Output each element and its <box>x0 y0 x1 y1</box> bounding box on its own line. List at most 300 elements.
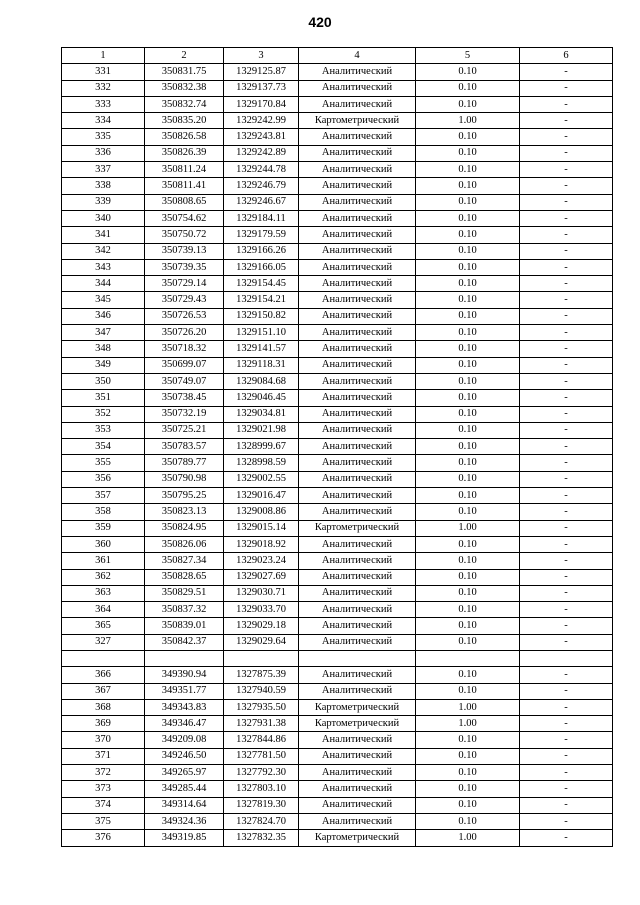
table-row <box>62 504 613 520</box>
y-coordinate-cell: 1329246.67 <box>224 194 299 210</box>
y-coordinate-cell: 1329244.78 <box>224 162 299 178</box>
y-coordinate-cell: 1329118.31 <box>224 357 299 373</box>
note-cell: - <box>520 455 613 471</box>
point-number-cell: 337 <box>62 162 145 178</box>
table-row <box>62 699 613 715</box>
table-row <box>62 292 613 308</box>
accuracy-cell: 0.10 <box>416 732 520 748</box>
x-coordinate-cell: 350739.13 <box>145 243 224 259</box>
method-cell: Аналитический <box>299 80 416 96</box>
note-cell: - <box>520 80 613 96</box>
accuracy-cell: 0.10 <box>416 553 520 569</box>
y-coordinate-cell: 1327875.39 <box>224 667 299 683</box>
point-number-cell: 353 <box>62 422 145 438</box>
accuracy-cell: 0.10 <box>416 162 520 178</box>
note-cell: - <box>520 781 613 797</box>
table-header-row <box>62 48 613 64</box>
note-cell: - <box>520 699 613 715</box>
accuracy-cell: 0.10 <box>416 569 520 585</box>
method-cell: Аналитический <box>299 439 416 455</box>
method-cell: Аналитический <box>299 178 416 194</box>
point-number-cell: 336 <box>62 145 145 161</box>
accuracy-cell: 0.10 <box>416 471 520 487</box>
x-coordinate-cell: 350699.07 <box>145 357 224 373</box>
point-number-cell: 368 <box>62 699 145 715</box>
x-coordinate-cell: 350828.65 <box>145 569 224 585</box>
note-cell: - <box>520 64 613 80</box>
y-coordinate-cell: 1328999.67 <box>224 439 299 455</box>
y-coordinate-cell: 1327824.70 <box>224 813 299 829</box>
table-row <box>62 276 613 292</box>
table-row <box>62 64 613 80</box>
x-coordinate-cell: 350726.20 <box>145 325 224 341</box>
x-coordinate-cell: 349265.97 <box>145 765 224 781</box>
table-row <box>62 732 613 748</box>
y-coordinate-cell: 1329015.14 <box>224 520 299 536</box>
point-number-cell: 359 <box>62 520 145 536</box>
method-cell: Картометрический <box>299 520 416 536</box>
note-cell: - <box>520 178 613 194</box>
table-row <box>62 113 613 129</box>
table-row <box>62 194 613 210</box>
point-number-cell: 332 <box>62 80 145 96</box>
point-number-cell: 373 <box>62 781 145 797</box>
y-coordinate-cell: 1329137.73 <box>224 80 299 96</box>
y-coordinate-cell: 1327819.30 <box>224 797 299 813</box>
method-cell: Аналитический <box>299 194 416 210</box>
point-number-cell: 372 <box>62 765 145 781</box>
x-coordinate-cell: 350749.07 <box>145 373 224 389</box>
method-cell: Аналитический <box>299 732 416 748</box>
method-cell: Аналитический <box>299 259 416 275</box>
x-coordinate-cell: 350729.14 <box>145 276 224 292</box>
table-row <box>62 162 613 178</box>
accuracy-cell: 0.10 <box>416 243 520 259</box>
method-cell: Картометрический <box>299 699 416 715</box>
x-coordinate-cell: 350783.57 <box>145 439 224 455</box>
x-coordinate-cell: 350831.75 <box>145 64 224 80</box>
accuracy-cell: 0.10 <box>416 178 520 194</box>
accuracy-cell: 1.00 <box>416 113 520 129</box>
x-coordinate-cell: 350738.45 <box>145 390 224 406</box>
point-number-cell: 364 <box>62 602 145 618</box>
note-cell: - <box>520 145 613 161</box>
method-cell: Аналитический <box>299 341 416 357</box>
y-coordinate-cell: 1329029.18 <box>224 618 299 634</box>
y-coordinate-cell: 1329151.10 <box>224 325 299 341</box>
method-cell: Аналитический <box>299 585 416 601</box>
accuracy-cell: 0.10 <box>416 194 520 210</box>
method-cell: Аналитический <box>299 813 416 829</box>
y-coordinate-cell: 1327940.59 <box>224 683 299 699</box>
x-coordinate-cell: 350726.53 <box>145 308 224 324</box>
table-row <box>62 488 613 504</box>
table-row <box>62 145 613 161</box>
point-number-cell: 335 <box>62 129 145 145</box>
point-number-cell: 361 <box>62 553 145 569</box>
note-cell: - <box>520 308 613 324</box>
table-row <box>62 80 613 96</box>
accuracy-cell: 0.10 <box>416 455 520 471</box>
point-number-cell: 362 <box>62 569 145 585</box>
table-row <box>62 797 613 813</box>
method-cell: Аналитический <box>299 145 416 161</box>
x-coordinate-cell: 350790.98 <box>145 471 224 487</box>
note-cell: - <box>520 259 613 275</box>
note-cell: - <box>520 243 613 259</box>
method-cell: Аналитический <box>299 683 416 699</box>
note-cell <box>520 650 613 666</box>
x-coordinate-cell: 350739.35 <box>145 259 224 275</box>
x-coordinate-cell: 350754.62 <box>145 210 224 226</box>
table-row <box>62 422 613 438</box>
y-coordinate-cell: 1329125.87 <box>224 64 299 80</box>
accuracy-cell: 1.00 <box>416 699 520 715</box>
table-row <box>62 390 613 406</box>
method-cell: Аналитический <box>299 276 416 292</box>
method-cell: Аналитический <box>299 96 416 112</box>
x-coordinate-cell: 350795.25 <box>145 488 224 504</box>
y-coordinate-cell: 1329170.84 <box>224 96 299 112</box>
y-coordinate-cell: 1327935.50 <box>224 699 299 715</box>
table-row <box>62 439 613 455</box>
note-cell: - <box>520 162 613 178</box>
note-cell: - <box>520 520 613 536</box>
y-coordinate-cell: 1327844.86 <box>224 732 299 748</box>
accuracy-cell: 0.10 <box>416 602 520 618</box>
accuracy-cell: 0.10 <box>416 585 520 601</box>
y-coordinate-cell: 1329154.21 <box>224 292 299 308</box>
note-cell: - <box>520 390 613 406</box>
method-cell: Аналитический <box>299 748 416 764</box>
note-cell: - <box>520 325 613 341</box>
x-coordinate-cell: 349209.08 <box>145 732 224 748</box>
point-number-cell: 347 <box>62 325 145 341</box>
note-cell: - <box>520 227 613 243</box>
accuracy-cell: 0.10 <box>416 634 520 650</box>
point-number-cell: 360 <box>62 536 145 552</box>
point-number-cell: 367 <box>62 683 145 699</box>
method-cell: Аналитический <box>299 64 416 80</box>
x-coordinate-cell: 350842.37 <box>145 634 224 650</box>
method-cell: Аналитический <box>299 308 416 324</box>
note-cell: - <box>520 797 613 813</box>
method-cell: Аналитический <box>299 797 416 813</box>
point-number-cell: 354 <box>62 439 145 455</box>
accuracy-cell: 0.10 <box>416 683 520 699</box>
point-number-cell: 348 <box>62 341 145 357</box>
y-coordinate-cell: 1329008.86 <box>224 504 299 520</box>
y-coordinate-cell: 1329141.57 <box>224 341 299 357</box>
table-row <box>62 765 613 781</box>
point-number-cell: 357 <box>62 488 145 504</box>
point-number-cell: 370 <box>62 732 145 748</box>
method-cell: Аналитический <box>299 504 416 520</box>
method-cell: Аналитический <box>299 325 416 341</box>
point-number-cell: 333 <box>62 96 145 112</box>
y-coordinate-cell: 1329030.71 <box>224 585 299 601</box>
x-coordinate-cell: 350729.43 <box>145 292 224 308</box>
x-coordinate-cell: 349346.47 <box>145 716 224 732</box>
accuracy-cell: 1.00 <box>416 830 520 846</box>
y-coordinate-cell: 1329021.98 <box>224 422 299 438</box>
x-coordinate-cell: 350832.38 <box>145 80 224 96</box>
accuracy-cell: 0.10 <box>416 129 520 145</box>
note-cell: - <box>520 683 613 699</box>
note-cell: - <box>520 406 613 422</box>
accuracy-cell: 1.00 <box>416 520 520 536</box>
accuracy-cell: 0.10 <box>416 504 520 520</box>
table-row <box>62 602 613 618</box>
x-coordinate-cell: 350824.95 <box>145 520 224 536</box>
x-coordinate-cell: 350725.21 <box>145 422 224 438</box>
x-coordinate-cell: 350829.51 <box>145 585 224 601</box>
note-cell: - <box>520 439 613 455</box>
column-header: 2 <box>145 48 224 64</box>
point-number-cell: 334 <box>62 113 145 129</box>
accuracy-cell: 0.10 <box>416 227 520 243</box>
point-number-cell <box>62 650 145 666</box>
point-number-cell: 356 <box>62 471 145 487</box>
point-number-cell: 344 <box>62 276 145 292</box>
note-cell: - <box>520 585 613 601</box>
table-row <box>62 667 613 683</box>
table-separator-row <box>62 650 613 666</box>
accuracy-cell <box>416 650 520 666</box>
table-row <box>62 536 613 552</box>
column-header: 5 <box>416 48 520 64</box>
method-cell <box>299 650 416 666</box>
column-header: 3 <box>224 48 299 64</box>
y-coordinate-cell: 1329046.45 <box>224 390 299 406</box>
method-cell: Аналитический <box>299 243 416 259</box>
note-cell: - <box>520 536 613 552</box>
x-coordinate-cell: 350832.74 <box>145 96 224 112</box>
method-cell: Аналитический <box>299 455 416 471</box>
accuracy-cell: 0.10 <box>416 813 520 829</box>
point-number-cell: 339 <box>62 194 145 210</box>
y-coordinate-cell: 1329002.55 <box>224 471 299 487</box>
y-coordinate-cell: 1329166.26 <box>224 243 299 259</box>
note-cell: - <box>520 602 613 618</box>
accuracy-cell: 0.10 <box>416 341 520 357</box>
x-coordinate-cell: 350750.72 <box>145 227 224 243</box>
y-coordinate-cell: 1327931.38 <box>224 716 299 732</box>
table-row <box>62 96 613 112</box>
table-row <box>62 129 613 145</box>
method-cell: Аналитический <box>299 488 416 504</box>
accuracy-cell: 0.10 <box>416 373 520 389</box>
table-row <box>62 520 613 536</box>
point-number-cell: 355 <box>62 455 145 471</box>
y-coordinate-cell: 1329016.47 <box>224 488 299 504</box>
point-number-cell: 375 <box>62 813 145 829</box>
y-coordinate-cell: 1329243.81 <box>224 129 299 145</box>
x-coordinate-cell: 349390.94 <box>145 667 224 683</box>
method-cell: Аналитический <box>299 634 416 650</box>
point-number-cell: 350 <box>62 373 145 389</box>
accuracy-cell: 0.10 <box>416 80 520 96</box>
y-coordinate-cell: 1329029.64 <box>224 634 299 650</box>
y-coordinate-cell: 1329150.82 <box>224 308 299 324</box>
y-coordinate-cell: 1329166.05 <box>224 259 299 275</box>
table-row <box>62 634 613 650</box>
y-coordinate-cell: 1329033.70 <box>224 602 299 618</box>
method-cell: Аналитический <box>299 765 416 781</box>
point-number-cell: 342 <box>62 243 145 259</box>
x-coordinate-cell: 350718.32 <box>145 341 224 357</box>
table-row <box>62 471 613 487</box>
x-coordinate-cell: 350823.13 <box>145 504 224 520</box>
table-row <box>62 553 613 569</box>
point-number-cell: 352 <box>62 406 145 422</box>
y-coordinate-cell: 1329242.99 <box>224 113 299 129</box>
method-cell: Аналитический <box>299 129 416 145</box>
point-number-cell: 340 <box>62 210 145 226</box>
accuracy-cell: 0.10 <box>416 308 520 324</box>
y-coordinate-cell <box>224 650 299 666</box>
point-number-cell: 369 <box>62 716 145 732</box>
table-row <box>62 325 613 341</box>
x-coordinate-cell: 349319.85 <box>145 830 224 846</box>
note-cell: - <box>520 748 613 764</box>
x-coordinate-cell: 350826.39 <box>145 145 224 161</box>
note-cell: - <box>520 569 613 585</box>
table-row <box>62 210 613 226</box>
table-row <box>62 585 613 601</box>
point-number-cell: 358 <box>62 504 145 520</box>
x-coordinate-cell: 350835.20 <box>145 113 224 129</box>
y-coordinate-cell: 1329034.81 <box>224 406 299 422</box>
table-row <box>62 341 613 357</box>
method-cell: Аналитический <box>299 373 416 389</box>
accuracy-cell: 0.10 <box>416 422 520 438</box>
x-coordinate-cell: 349324.36 <box>145 813 224 829</box>
accuracy-cell: 0.10 <box>416 292 520 308</box>
table-row <box>62 259 613 275</box>
y-coordinate-cell: 1329023.24 <box>224 553 299 569</box>
method-cell: Картометрический <box>299 113 416 129</box>
method-cell: Аналитический <box>299 210 416 226</box>
point-number-cell: 366 <box>62 667 145 683</box>
y-coordinate-cell: 1329184.11 <box>224 210 299 226</box>
y-coordinate-cell: 1328998.59 <box>224 455 299 471</box>
accuracy-cell: 0.10 <box>416 96 520 112</box>
table-row <box>62 373 613 389</box>
accuracy-cell: 0.10 <box>416 439 520 455</box>
y-coordinate-cell: 1329179.59 <box>224 227 299 243</box>
method-cell: Аналитический <box>299 602 416 618</box>
note-cell: - <box>520 830 613 846</box>
point-number-cell: 351 <box>62 390 145 406</box>
table-row <box>62 716 613 732</box>
note-cell: - <box>520 113 613 129</box>
note-cell: - <box>520 504 613 520</box>
note-cell: - <box>520 667 613 683</box>
accuracy-cell: 0.10 <box>416 797 520 813</box>
y-coordinate-cell: 1327832.35 <box>224 830 299 846</box>
method-cell: Аналитический <box>299 406 416 422</box>
method-cell: Картометрический <box>299 830 416 846</box>
method-cell: Аналитический <box>299 569 416 585</box>
table-row <box>62 308 613 324</box>
accuracy-cell: 0.10 <box>416 145 520 161</box>
method-cell: Картометрический <box>299 716 416 732</box>
x-coordinate-cell: 350826.58 <box>145 129 224 145</box>
note-cell: - <box>520 471 613 487</box>
column-header: 4 <box>299 48 416 64</box>
point-number-cell: 341 <box>62 227 145 243</box>
x-coordinate-cell: 350808.65 <box>145 194 224 210</box>
y-coordinate-cell: 1329242.89 <box>224 145 299 161</box>
method-cell: Аналитический <box>299 471 416 487</box>
x-coordinate-cell: 350837.32 <box>145 602 224 618</box>
x-coordinate-cell: 350839.01 <box>145 618 224 634</box>
table-row <box>62 569 613 585</box>
note-cell: - <box>520 732 613 748</box>
accuracy-cell: 0.10 <box>416 259 520 275</box>
accuracy-cell: 0.10 <box>416 488 520 504</box>
accuracy-cell: 0.10 <box>416 781 520 797</box>
note-cell: - <box>520 373 613 389</box>
table-row <box>62 683 613 699</box>
table-body <box>62 64 613 846</box>
x-coordinate-cell: 349314.64 <box>145 797 224 813</box>
point-number-cell: 327 <box>62 634 145 650</box>
point-number-cell: 345 <box>62 292 145 308</box>
note-cell: - <box>520 553 613 569</box>
note-cell: - <box>520 357 613 373</box>
x-coordinate-cell: 349285.44 <box>145 781 224 797</box>
point-number-cell: 346 <box>62 308 145 324</box>
point-number-cell: 349 <box>62 357 145 373</box>
table-row <box>62 748 613 764</box>
accuracy-cell: 0.10 <box>416 325 520 341</box>
note-cell: - <box>520 194 613 210</box>
x-coordinate-cell: 350811.41 <box>145 178 224 194</box>
table-row <box>62 178 613 194</box>
x-coordinate-cell: 350732.19 <box>145 406 224 422</box>
table-row <box>62 813 613 829</box>
accuracy-cell: 0.10 <box>416 536 520 552</box>
point-number-cell: 365 <box>62 618 145 634</box>
y-coordinate-cell: 1329154.45 <box>224 276 299 292</box>
point-number-cell: 374 <box>62 797 145 813</box>
page-number: 420 <box>308 14 332 30</box>
x-coordinate-cell: 349343.83 <box>145 699 224 715</box>
method-cell: Аналитический <box>299 390 416 406</box>
method-cell: Аналитический <box>299 553 416 569</box>
note-cell: - <box>520 129 613 145</box>
point-number-cell: 343 <box>62 259 145 275</box>
point-number-cell: 331 <box>62 64 145 80</box>
point-number-cell: 338 <box>62 178 145 194</box>
method-cell: Аналитический <box>299 422 416 438</box>
x-coordinate-cell: 350789.77 <box>145 455 224 471</box>
x-coordinate-cell: 349246.50 <box>145 748 224 764</box>
y-coordinate-cell: 1329018.92 <box>224 536 299 552</box>
note-cell: - <box>520 765 613 781</box>
point-number-cell: 363 <box>62 585 145 601</box>
y-coordinate-cell: 1329084.68 <box>224 373 299 389</box>
note-cell: - <box>520 488 613 504</box>
note-cell: - <box>520 210 613 226</box>
method-cell: Аналитический <box>299 667 416 683</box>
point-number-cell: 371 <box>62 748 145 764</box>
column-header: 1 <box>62 48 145 64</box>
note-cell: - <box>520 422 613 438</box>
method-cell: Аналитический <box>299 357 416 373</box>
